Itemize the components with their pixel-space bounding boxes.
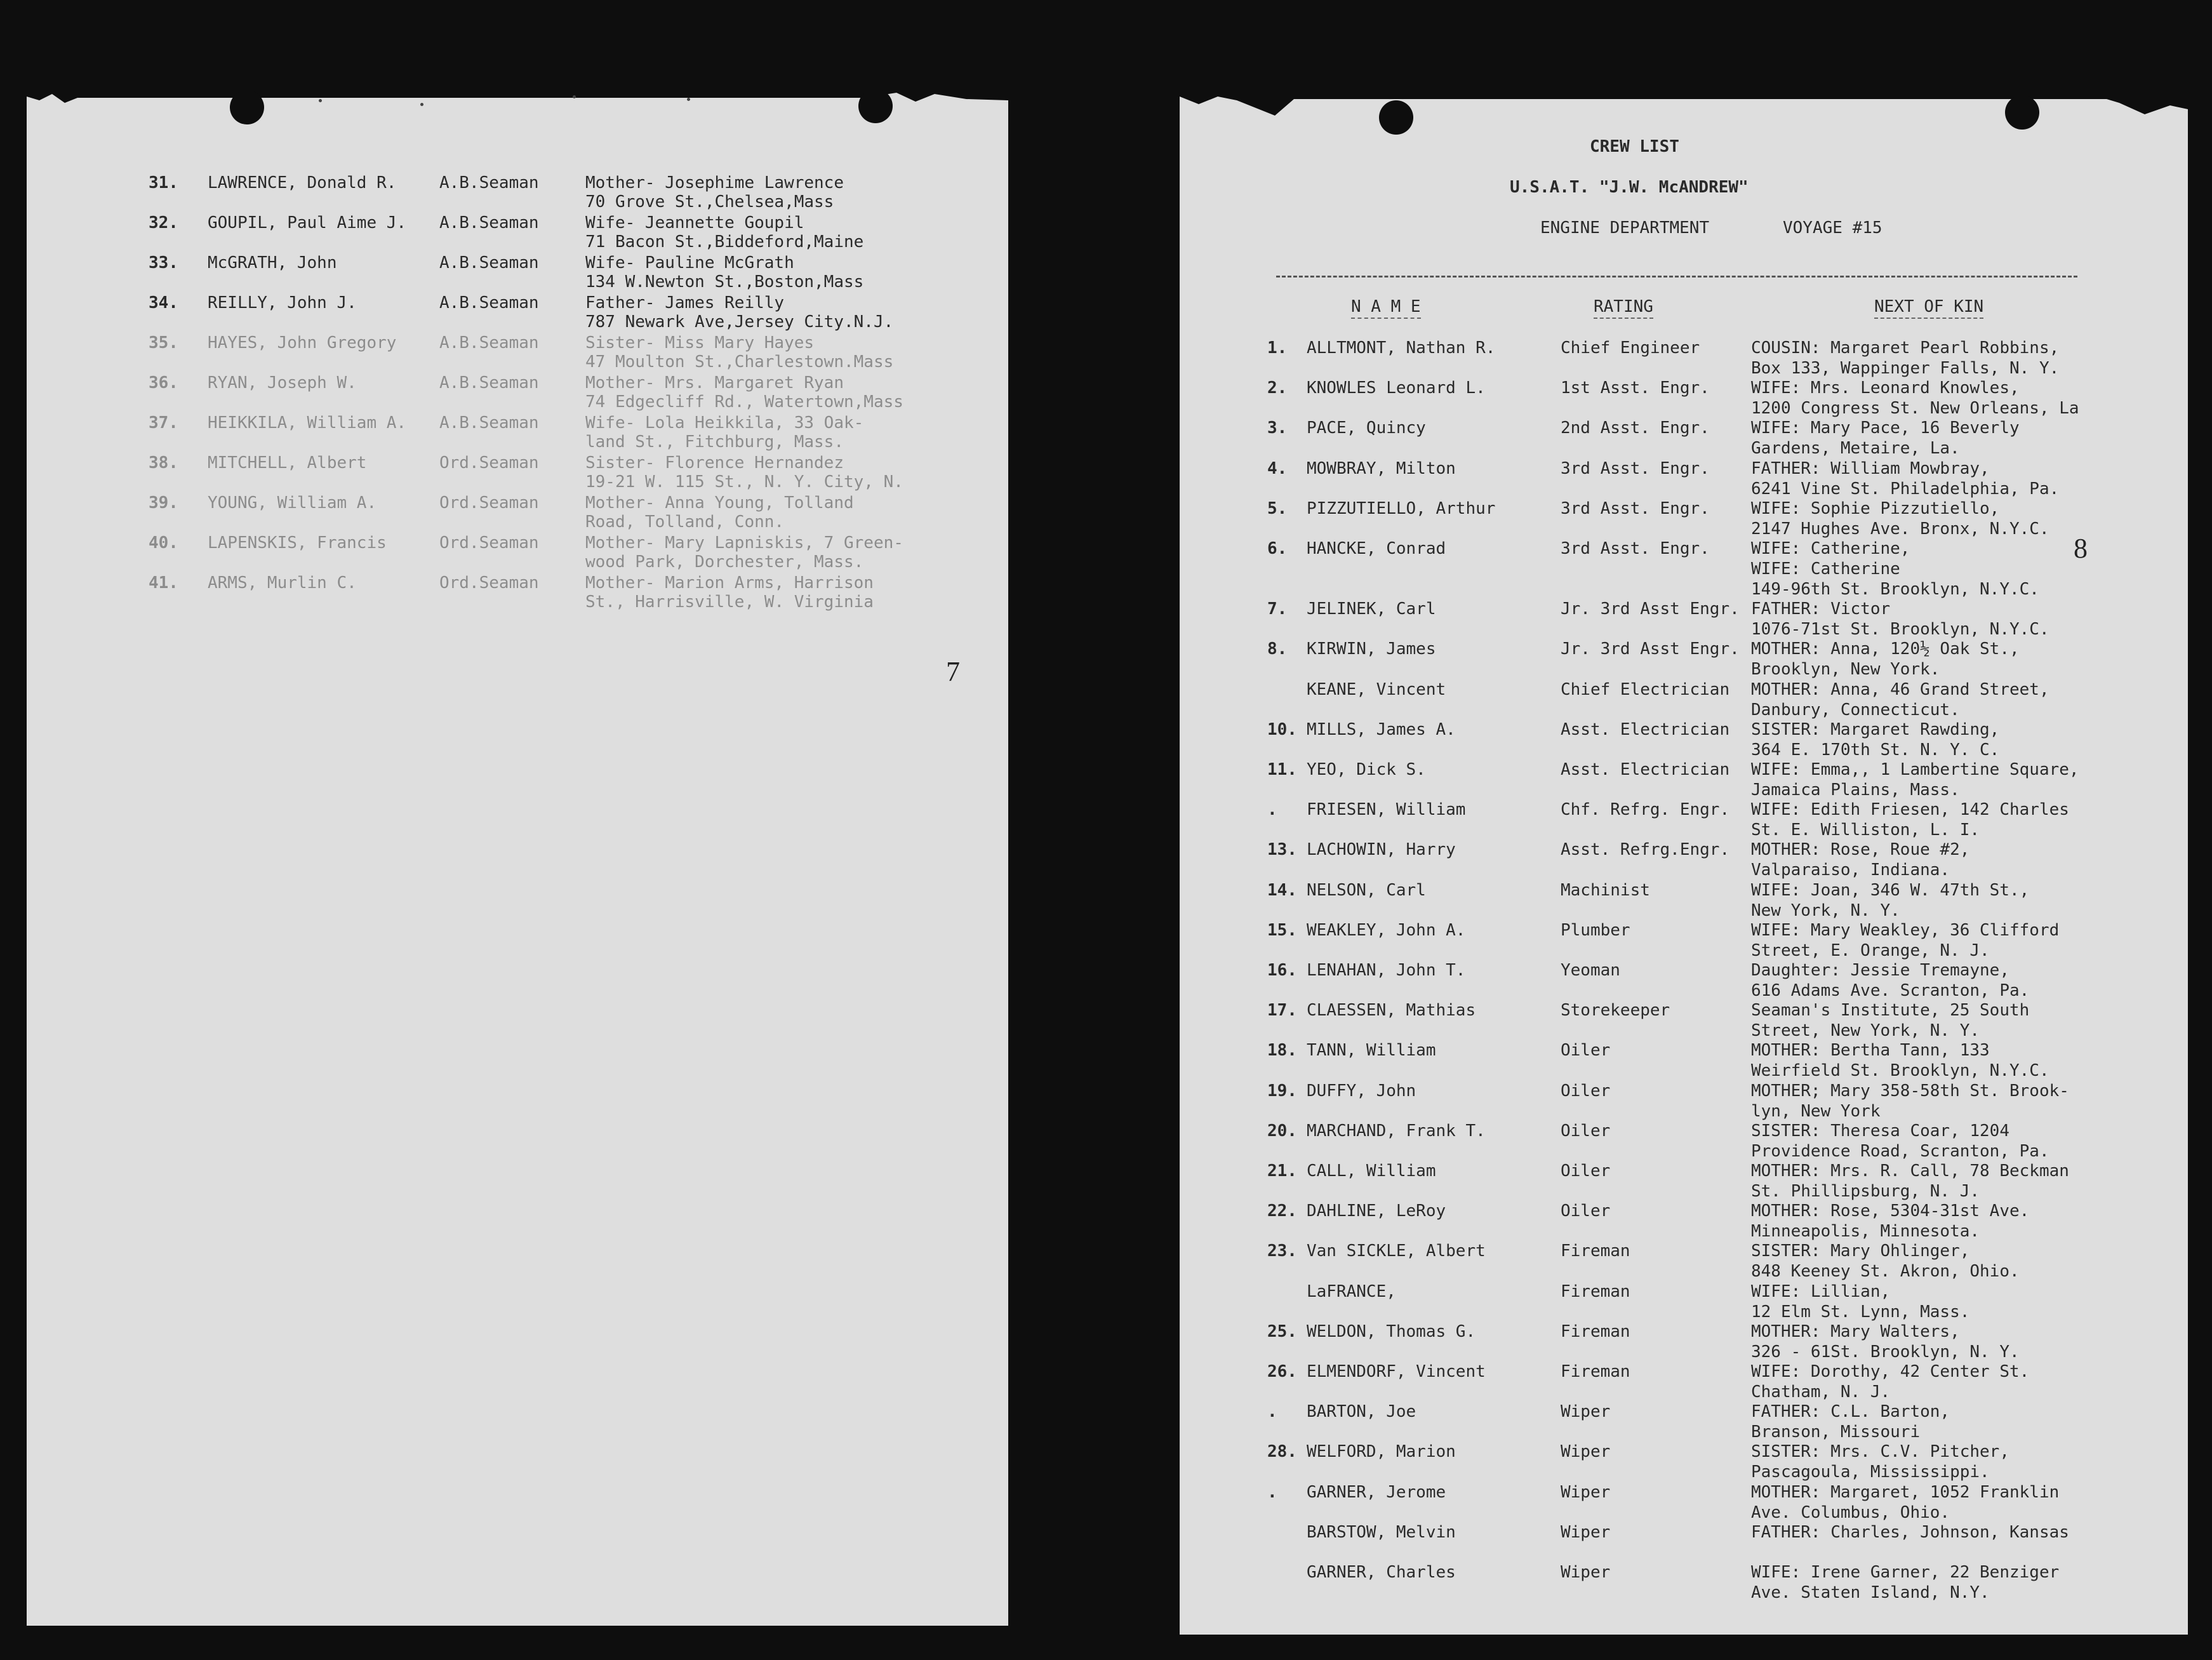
next-of-kin-line: 848 Keeney St. Akron, Ohio. <box>1751 1262 2020 1282</box>
crew-rating: Storekeeper <box>1561 1001 1670 1021</box>
crew-rating: 3rd Asst. Engr. <box>1561 499 1710 518</box>
column-header-kin: NEXT OF KIN <box>1874 297 1983 319</box>
next-of-kin-line: MOTHER: Rose, Roue #2, <box>1751 840 1970 860</box>
next-of-kin-line: SISTER: Theresa Coar, 1204 <box>1751 1121 2009 1141</box>
crew-name: MOWBRAY, Milton <box>1307 459 1456 478</box>
crew-rating: Ord.Seaman <box>439 573 539 592</box>
ink-speck <box>420 103 423 106</box>
crew-rating: A.B.Seaman <box>439 213 539 232</box>
next-of-kin-line: New York, N. Y. <box>1751 900 1900 920</box>
crew-rating: 2nd Asst. Engr. <box>1561 418 1710 438</box>
row-number: 6. <box>1267 539 1288 558</box>
next-of-kin-line: Box 133, Wappinger Falls, N. Y. <box>1751 359 2060 378</box>
next-of-kin-line: SISTER: Margaret Rawding, <box>1751 720 2000 739</box>
crew-rating: A.B.Seaman <box>439 253 539 272</box>
next-of-kin-line: Wife- Jeannette Goupil <box>585 213 804 232</box>
crew-rating: Fireman <box>1561 1322 1630 1341</box>
crew-name: YEO, Dick S. <box>1307 760 1426 779</box>
next-of-kin-line: Chatham, N. J. <box>1751 1382 1891 1402</box>
crew-name: GARNER, Charles <box>1307 1563 1456 1582</box>
department-label: ENGINE DEPARTMENT <box>1540 218 1710 238</box>
row-number: 21. <box>1267 1161 1297 1181</box>
crew-name: KIRWIN, James <box>1307 639 1436 659</box>
next-of-kin-line: Wife- Lola Heikkila, 33 Oak- <box>585 413 864 432</box>
next-of-kin-line: Brooklyn, New York. <box>1751 660 1940 679</box>
next-of-kin-line: Providence Road, Scranton, Pa. <box>1751 1141 2049 1161</box>
punch-hole-right <box>858 89 893 123</box>
crew-rating: Machinist <box>1561 880 1650 900</box>
crew-name: FRIESEN, William <box>1307 800 1466 820</box>
crew-rating: Plumber <box>1561 920 1630 940</box>
next-of-kin-line: WIFE: Joan, 346 W. 47th St., <box>1751 880 2030 900</box>
crew-rating: Wiper <box>1561 1402 1611 1422</box>
ink-speck <box>573 95 576 98</box>
next-of-kin-line: 134 W.Newton St.,Boston,Mass <box>585 272 864 291</box>
crew-rating: Yeoman <box>1561 961 1620 980</box>
next-of-kin-line: 787 Newark Ave,Jersey City.N.J. <box>585 312 894 331</box>
next-of-kin-line: Jamaica Plains, Mass. <box>1751 780 1960 800</box>
punch-hole-left <box>1379 100 1413 135</box>
crew-name: KEANE, Vincent <box>1307 679 1446 699</box>
next-of-kin-line: St., Harrisville, W. Virginia <box>585 592 874 612</box>
crew-rating: Ord.Seaman <box>439 493 539 512</box>
crew-name: CALL, William <box>1307 1161 1436 1181</box>
crew-name: WELFORD, Marion <box>1307 1442 1456 1462</box>
crew-rating: 3rd Asst. Engr. <box>1561 539 1710 558</box>
next-of-kin-line: WIFE: Irene Garner, 22 Benziger <box>1751 1563 2060 1582</box>
next-of-kin-line: WIFE: Mrs. Leonard Knowles, <box>1751 378 2020 398</box>
crew-name: HEIKKILA, William A. <box>208 413 407 432</box>
row-number: . <box>1267 1482 1277 1502</box>
next-of-kin-line: 616 Adams Ave. Scranton, Pa. <box>1751 981 2030 1000</box>
crew-rating: Ord.Seaman <box>439 453 539 472</box>
next-of-kin-line: FATHER: Charles, Johnson, Kansas <box>1751 1522 2069 1542</box>
next-of-kin-line: 364 E. 170th St. N. Y. C. <box>1751 740 2000 760</box>
next-of-kin-line: 74 Edgecliff Rd., Watertown,Mass <box>585 392 903 412</box>
crew-name: DUFFY, John <box>1307 1081 1416 1101</box>
row-number: 35. <box>149 333 178 352</box>
crew-name: LaFRANCE, <box>1307 1282 1396 1301</box>
crew-rating: A.B.Seaman <box>439 333 539 352</box>
crew-rating: Fireman <box>1561 1282 1630 1301</box>
crew-name: DAHLINE, LeRoy <box>1307 1201 1446 1221</box>
row-number: 20. <box>1267 1121 1297 1141</box>
next-of-kin-line: Ave. Columbus, Ohio. <box>1751 1503 1950 1522</box>
row-number: 31. <box>149 173 178 192</box>
crew-rating: Wiper <box>1561 1563 1611 1582</box>
next-of-kin-line: COUSIN: Margaret Pearl Robbins, <box>1751 338 2060 358</box>
next-of-kin-line: 149-96th St. Brooklyn, N.Y.C. <box>1751 580 2039 599</box>
row-number: 1. <box>1267 338 1288 358</box>
next-of-kin-line: MOTHER: Bertha Tann, 133 <box>1751 1041 1990 1061</box>
next-of-kin-line: wood Park, Dorchester, Mass. <box>585 552 864 572</box>
crew-name: TANN, William <box>1307 1041 1436 1061</box>
next-of-kin-line: SISTER: Mrs. C.V. Pitcher, <box>1751 1442 2009 1462</box>
next-of-kin-line: Sister- Miss Mary Hayes <box>585 333 815 352</box>
row-number: 28. <box>1267 1442 1297 1462</box>
next-of-kin-line: Mother- Anna Young, Tolland <box>585 493 854 512</box>
row-number: 38. <box>149 453 178 472</box>
next-of-kin-line: St. Phillipsburg, N. J. <box>1751 1182 1980 1201</box>
row-number: 15. <box>1267 920 1297 940</box>
crew-rating: Asst. Electrician <box>1561 760 1730 779</box>
document-title: CREW LIST <box>1590 137 1679 156</box>
next-of-kin-line: Mother- Josephime Lawrence <box>585 173 844 192</box>
crew-rating: Fireman <box>1561 1362 1630 1381</box>
crew-rating: Oiler <box>1561 1081 1611 1101</box>
next-of-kin-line: Gardens, Metaire, La. <box>1751 439 1960 459</box>
next-of-kin-line: 70 Grove St.,Chelsea,Mass <box>585 192 834 211</box>
next-of-kin-line: WIFE: Lillian, <box>1751 1282 1891 1301</box>
crew-name: YOUNG, William A. <box>208 493 377 512</box>
row-number: 17. <box>1267 1001 1297 1021</box>
crew-rating: Oiler <box>1561 1041 1611 1061</box>
next-of-kin-line: MOTHER: Anna, 120½ Oak St., <box>1751 639 2020 659</box>
crew-rating: Ord.Seaman <box>439 533 539 552</box>
crew-name: Van SICKLE, Albert <box>1307 1242 1486 1261</box>
next-of-kin-line: Wife- Pauline McGrath <box>585 253 794 272</box>
crew-rating: A.B.Seaman <box>439 413 539 432</box>
next-of-kin-line: MOTHER: Mary Walters, <box>1751 1322 1960 1341</box>
crew-rating: 1st Asst. Engr. <box>1561 378 1710 398</box>
left-document-page <box>27 75 1008 1626</box>
crew-name: HANCKE, Conrad <box>1307 539 1446 558</box>
crew-rating: A.B.Seaman <box>439 173 539 192</box>
next-of-kin-line: 1076-71st St. Brooklyn, N.Y.C. <box>1751 620 2049 639</box>
next-of-kin-line: 12 Elm St. Lynn, Mass. <box>1751 1302 1970 1322</box>
crew-rating: A.B.Seaman <box>439 293 539 312</box>
row-number: 34. <box>149 293 178 312</box>
next-of-kin-line: Branson, Missouri <box>1751 1422 1921 1442</box>
next-of-kin-line: MOTHER: Rose, 5304-31st Ave. <box>1751 1201 2030 1221</box>
crew-name: LENAHAN, John T. <box>1307 961 1466 980</box>
crew-rating: Chief Engineer <box>1561 338 1700 358</box>
crew-rating: Wiper <box>1561 1442 1611 1462</box>
crew-name: NELSON, Carl <box>1307 880 1426 900</box>
next-of-kin-line: Danbury, Connecticut. <box>1751 700 1960 720</box>
crew-rating: Chief Electrician <box>1561 679 1730 699</box>
crew-rating: Oiler <box>1561 1161 1611 1181</box>
page-number: 7 <box>946 656 960 687</box>
next-of-kin-line: WIFE: Mary Weakley, 36 Clifford <box>1751 920 2060 940</box>
ink-speck <box>687 98 690 101</box>
next-of-kin-line: 71 Bacon St.,Biddeford,Maine <box>585 232 864 251</box>
row-number: 11. <box>1267 760 1297 779</box>
row-number: 7. <box>1267 599 1288 619</box>
next-of-kin-line: Father- James Reilly <box>585 293 785 312</box>
crew-name: BARSTOW, Melvin <box>1307 1522 1456 1542</box>
crew-name: McGRATH, John <box>208 253 337 272</box>
crew-rating: Asst. Electrician <box>1561 720 1730 739</box>
row-number: 16. <box>1267 961 1297 980</box>
crew-name: LACHOWIN, Harry <box>1307 840 1456 860</box>
next-of-kin-line: 47 Moulton St.,Charlestown.Mass <box>585 352 894 371</box>
next-of-kin-line: WIFE: Edith Friesen, 142 Charles <box>1751 800 2069 820</box>
crew-name: CLAESSEN, Mathias <box>1307 1001 1476 1021</box>
ink-speck <box>319 99 322 102</box>
next-of-kin-line: WIFE: Dorothy, 42 Center St. <box>1751 1362 2030 1381</box>
next-of-kin-line: Minneapolis, Minnesota. <box>1751 1222 1980 1242</box>
next-of-kin-line: land St., Fitchburg, Mass. <box>585 432 844 452</box>
next-of-kin-line: Weirfield St. Brooklyn, N.Y.C. <box>1751 1061 2049 1081</box>
next-of-kin-line: St. E. Williston, L. I. <box>1751 820 1980 840</box>
next-of-kin-line: Sister- Florence Hernandez <box>585 453 844 472</box>
crew-name: ALLTMONT, Nathan R. <box>1307 338 1496 358</box>
next-of-kin-line: WIFE: Catherine <box>1751 559 1900 579</box>
crew-rating: Chf. Refrg. Engr. <box>1561 800 1730 820</box>
row-number: 32. <box>149 213 178 232</box>
crew-name: GOUPIL, Paul Aime J. <box>208 213 407 232</box>
row-number: 2. <box>1267 378 1288 398</box>
next-of-kin-line: Mother- Mrs. Margaret Ryan <box>585 373 844 392</box>
next-of-kin-line: Pascagoula, Mississippi. <box>1751 1463 1990 1482</box>
crew-rating: 3rd Asst. Engr. <box>1561 459 1710 478</box>
next-of-kin-line: Valparaiso, Indiana. <box>1751 860 1950 880</box>
next-of-kin-line: MOTHER; Mary 358-58th St. Brook- <box>1751 1081 2069 1101</box>
row-number: 23. <box>1267 1242 1297 1261</box>
crew-name: HAYES, John Gregory <box>208 333 397 352</box>
next-of-kin-line: 326 - 61St. Brooklyn, N. Y. <box>1751 1342 2020 1362</box>
row-number: 14. <box>1267 880 1297 900</box>
next-of-kin-line: Street, New York, N. Y. <box>1751 1021 1980 1041</box>
next-of-kin-line: MOTHER: Mrs. R. Call, 78 Beckman <box>1751 1161 2069 1181</box>
next-of-kin-line: Street, E. Orange, N. J. <box>1751 940 1990 960</box>
crew-name: WEAKLEY, John A. <box>1307 920 1466 940</box>
crew-rating: Oiler <box>1561 1201 1611 1221</box>
row-number: . <box>1267 800 1277 820</box>
row-number: 36. <box>149 373 178 392</box>
next-of-kin-line: 19-21 W. 115 St., N. Y. City, N. <box>585 472 903 492</box>
crew-rating: Oiler <box>1561 1121 1611 1141</box>
row-number: 41. <box>149 573 178 592</box>
row-number: 4. <box>1267 459 1288 478</box>
crew-name: PACE, Quincy <box>1307 418 1426 438</box>
row-number: . <box>1267 1402 1277 1422</box>
crew-rating: Asst. Refrg.Engr. <box>1561 840 1730 860</box>
crew-name: MITCHELL, Albert <box>208 453 367 472</box>
crew-name: JELINEK, Carl <box>1307 599 1436 619</box>
row-number: 8. <box>1267 639 1288 659</box>
row-number: 26. <box>1267 1362 1297 1381</box>
crew-name: GARNER, Jerome <box>1307 1482 1446 1502</box>
voyage-label: VOYAGE #15 <box>1783 218 1882 238</box>
crew-rating: Jr. 3rd Asst Engr. <box>1561 599 1740 619</box>
row-number: 10. <box>1267 720 1297 739</box>
crew-name: ELMENDORF, Vincent <box>1307 1362 1486 1381</box>
next-of-kin-line: WIFE: Sophie Pizzutiello, <box>1751 499 2000 518</box>
next-of-kin-line: WIFE: Emma,, 1 Lambertine Square, <box>1751 760 2079 779</box>
next-of-kin-line: MOTHER: Margaret, 1052 Franklin <box>1751 1482 2060 1502</box>
ship-name: U.S.A.T. "J.W. McANDREW" <box>1510 178 1749 197</box>
crew-rating: Jr. 3rd Asst Engr. <box>1561 639 1740 659</box>
row-number: 22. <box>1267 1201 1297 1221</box>
next-of-kin-line: SISTER: Mary Ohlinger, <box>1751 1242 1970 1261</box>
row-number: 39. <box>149 493 178 512</box>
crew-name: BARTON, Joe <box>1307 1402 1416 1422</box>
crew-rating: Fireman <box>1561 1242 1630 1261</box>
row-number: 33. <box>149 253 178 272</box>
crew-name: MILLS, James A. <box>1307 720 1456 739</box>
next-of-kin-line: 6241 Vine St. Philadelphia, Pa. <box>1751 479 2060 499</box>
next-of-kin-line: FATHER: William Mowbray, <box>1751 459 1990 478</box>
crew-name: ARMS, Murlin C. <box>208 573 357 592</box>
column-header-rating: RATING <box>1594 297 1653 319</box>
crew-rating: A.B.Seaman <box>439 373 539 392</box>
next-of-kin-line: Mother- Mary Lapniskis, 7 Green- <box>585 533 903 552</box>
crew-name: REILLY, John J. <box>208 293 357 312</box>
row-number: 37. <box>149 413 178 432</box>
row-number: 18. <box>1267 1041 1297 1061</box>
row-number: 40. <box>149 533 178 552</box>
next-of-kin-line: FATHER: Victor <box>1751 599 1891 619</box>
next-of-kin-line: 1200 Congress St. New Orleans, La <box>1751 399 2079 418</box>
column-header-name: N A M E <box>1351 297 1421 319</box>
row-number: 13. <box>1267 840 1297 860</box>
next-of-kin-line: Daughter: Jessie Tremayne, <box>1751 961 2009 980</box>
next-of-kin-line: Road, Tolland, Conn. <box>585 512 785 532</box>
punch-hole-left <box>230 90 264 124</box>
next-of-kin-line: Mother- Marion Arms, Harrison <box>585 573 874 592</box>
page-number: 8 <box>2074 533 2088 564</box>
header-rule <box>1276 276 2077 278</box>
crew-name: KNOWLES Leonard L. <box>1307 378 1486 398</box>
right-document-page <box>1180 77 2188 1635</box>
row-number: 25. <box>1267 1322 1297 1341</box>
crew-name: MARCHAND, Frank T. <box>1307 1121 1486 1141</box>
crew-name: RYAN, Joseph W. <box>208 373 357 392</box>
crew-name: PIZZUTIELLO, Arthur <box>1307 499 1496 518</box>
crew-name: LAWRENCE, Donald R. <box>208 173 397 192</box>
next-of-kin-line: MOTHER: Anna, 46 Grand Street, <box>1751 679 2049 699</box>
next-of-kin-line: Ave. Staten Island, N.Y. <box>1751 1583 1990 1602</box>
crew-rating: Wiper <box>1561 1522 1611 1542</box>
next-of-kin-line: 2147 Hughes Ave. Bronx, N.Y.C. <box>1751 519 2049 539</box>
next-of-kin-line: WIFE: Mary Pace, 16 Beverly <box>1751 418 2020 438</box>
row-number: 19. <box>1267 1081 1297 1101</box>
punch-hole-right <box>2005 95 2039 130</box>
crew-name: WELDON, Thomas G. <box>1307 1322 1476 1341</box>
next-of-kin-line: FATHER: C.L. Barton, <box>1751 1402 1950 1422</box>
crew-name: LAPENSKIS, Francis <box>208 533 387 552</box>
next-of-kin-line: Seaman's Institute, 25 South <box>1751 1001 2030 1021</box>
crew-rating: Wiper <box>1561 1482 1611 1502</box>
next-of-kin-line: WIFE: Catherine, <box>1751 539 1910 558</box>
row-number: 3. <box>1267 418 1288 438</box>
next-of-kin-line: lyn, New York <box>1751 1101 1881 1121</box>
row-number: 5. <box>1267 499 1288 518</box>
